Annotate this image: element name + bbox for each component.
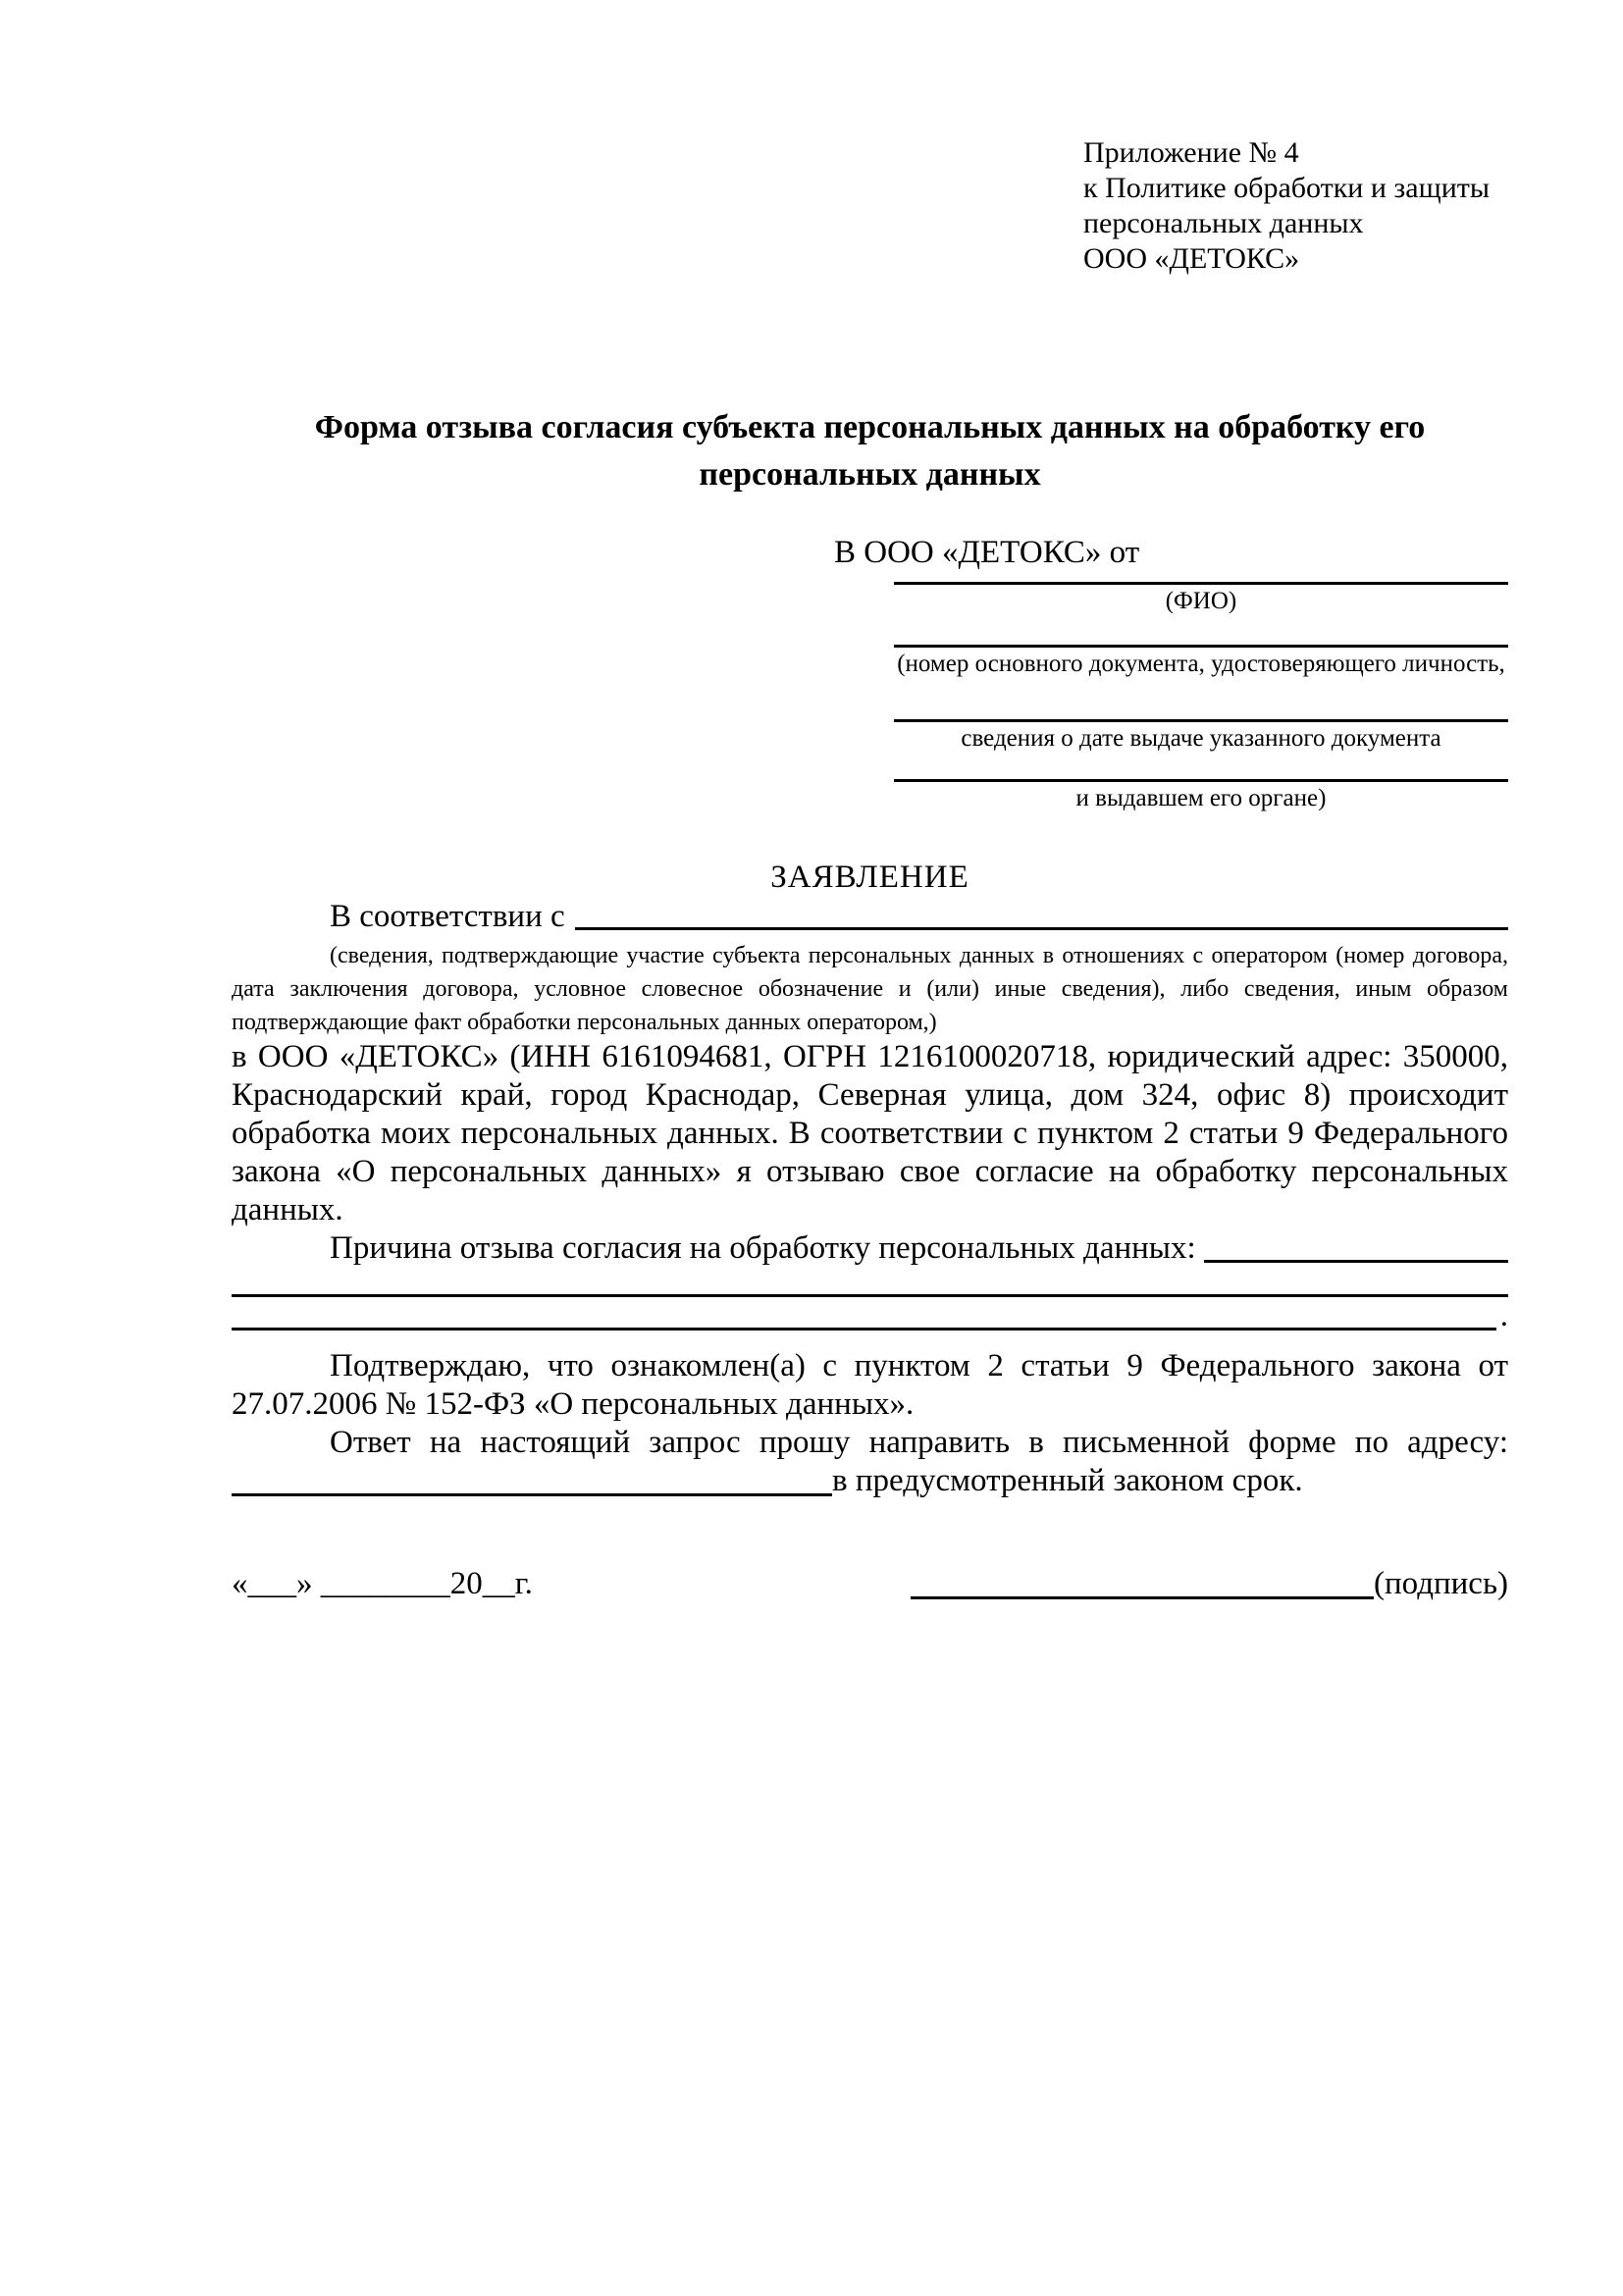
reason-blank-line-3-row <box>232 1297 1508 1335</box>
document-title: Форма отзыва согласия субъекта персональных данных на обработку его персональных данных <box>314 409 1426 493</box>
reason-blank-line-2 <box>232 1268 1508 1297</box>
statement-body-paragraph: в ООО «ДЕТОКС» (ИНН 6161094681, ОГРН 1216100020718, юридический адрес: 350000, Краснодарский край, город Краснодар, Северная улица, дом 324, офис 8) происходит обработка моих персональных данных. В соответствии с пунктом 2 статьи 9 Федерального закона «О персональных данных» я отзываю свое согласие на обработку персональных данных. <box>232 1039 1508 1227</box>
signature-group <box>911 1565 1508 1603</box>
appendix-line-1: Приложение № 4 <box>1083 136 1299 169</box>
appendix-line-2: к Политике обработки и защиты <box>1083 172 1491 204</box>
reply-address-row <box>232 1462 1508 1500</box>
intro-row <box>232 899 1508 935</box>
fio-blank-line <box>894 582 1508 585</box>
small-print-note: (сведения, подтверждающие участие субъекта персональных данных в отношениях с оператором (номер договора, дата заключения договора, условное словесное обозначение и (или) иные сведения), либо сведения, иным образом подтверждающие факт обработки персональных данных оператором,) <box>232 943 1508 1035</box>
reply-address-blank-line <box>232 1493 832 1496</box>
intro-label: В соответствии с <box>330 899 565 934</box>
signature-caption: (подпись) <box>1374 1566 1508 1601</box>
reply-request-line: Ответ на настоящий запрос прошу направить в письменной форме по адресу: <box>330 1425 1508 1460</box>
addressee-block <box>232 535 1508 829</box>
reason-blank-line-3 <box>232 1328 1496 1331</box>
appendix-header <box>1083 135 1535 277</box>
issuing-authority-blank-line <box>894 779 1508 782</box>
statement-body-section <box>232 1038 1508 1603</box>
reason-label: Причина отзыва согласия на обработку персональных данных: <box>330 1230 1196 1266</box>
date-blank-text: «___» ________20__г. <box>232 1566 533 1601</box>
reason-row <box>232 1229 1508 1268</box>
signature-blank-line <box>911 1596 1374 1599</box>
issue-date-caption: сведения о дате выдаче указанного документа <box>961 725 1441 752</box>
date-signature-row <box>232 1565 1508 1603</box>
reason-end-period: . <box>1499 1298 1508 1333</box>
appendix-line-4: ООО «ДЕТОКС» <box>1083 242 1300 275</box>
intro-blank-line <box>575 927 1508 930</box>
reason-blank-line-1 <box>1204 1260 1508 1263</box>
statement-heading: ЗАЯВЛЕНИЕ <box>770 860 969 895</box>
document-number-blank-line <box>894 645 1508 648</box>
issuing-authority-caption: и выдавшем его органе) <box>1075 785 1327 811</box>
confirmation-paragraph: Подтверждаю, что ознакомлен(а) с пунктом 2 статьи 9 Федерального закона от 27.07.2006 № 152-ФЗ «О персональных данных». <box>232 1348 1508 1422</box>
addressee-to-line: В ООО «ДЕТОКС» от <box>834 535 1140 570</box>
reply-term-text: в предусмотренный законом срок. <box>832 1463 1303 1498</box>
fio-caption: (ФИО) <box>1165 588 1237 614</box>
issue-date-blank-line <box>894 719 1508 722</box>
appendix-line-3: персональных данных <box>1083 207 1364 239</box>
document-number-caption: (номер основного документа, удостоверяющего личность, <box>897 651 1505 677</box>
